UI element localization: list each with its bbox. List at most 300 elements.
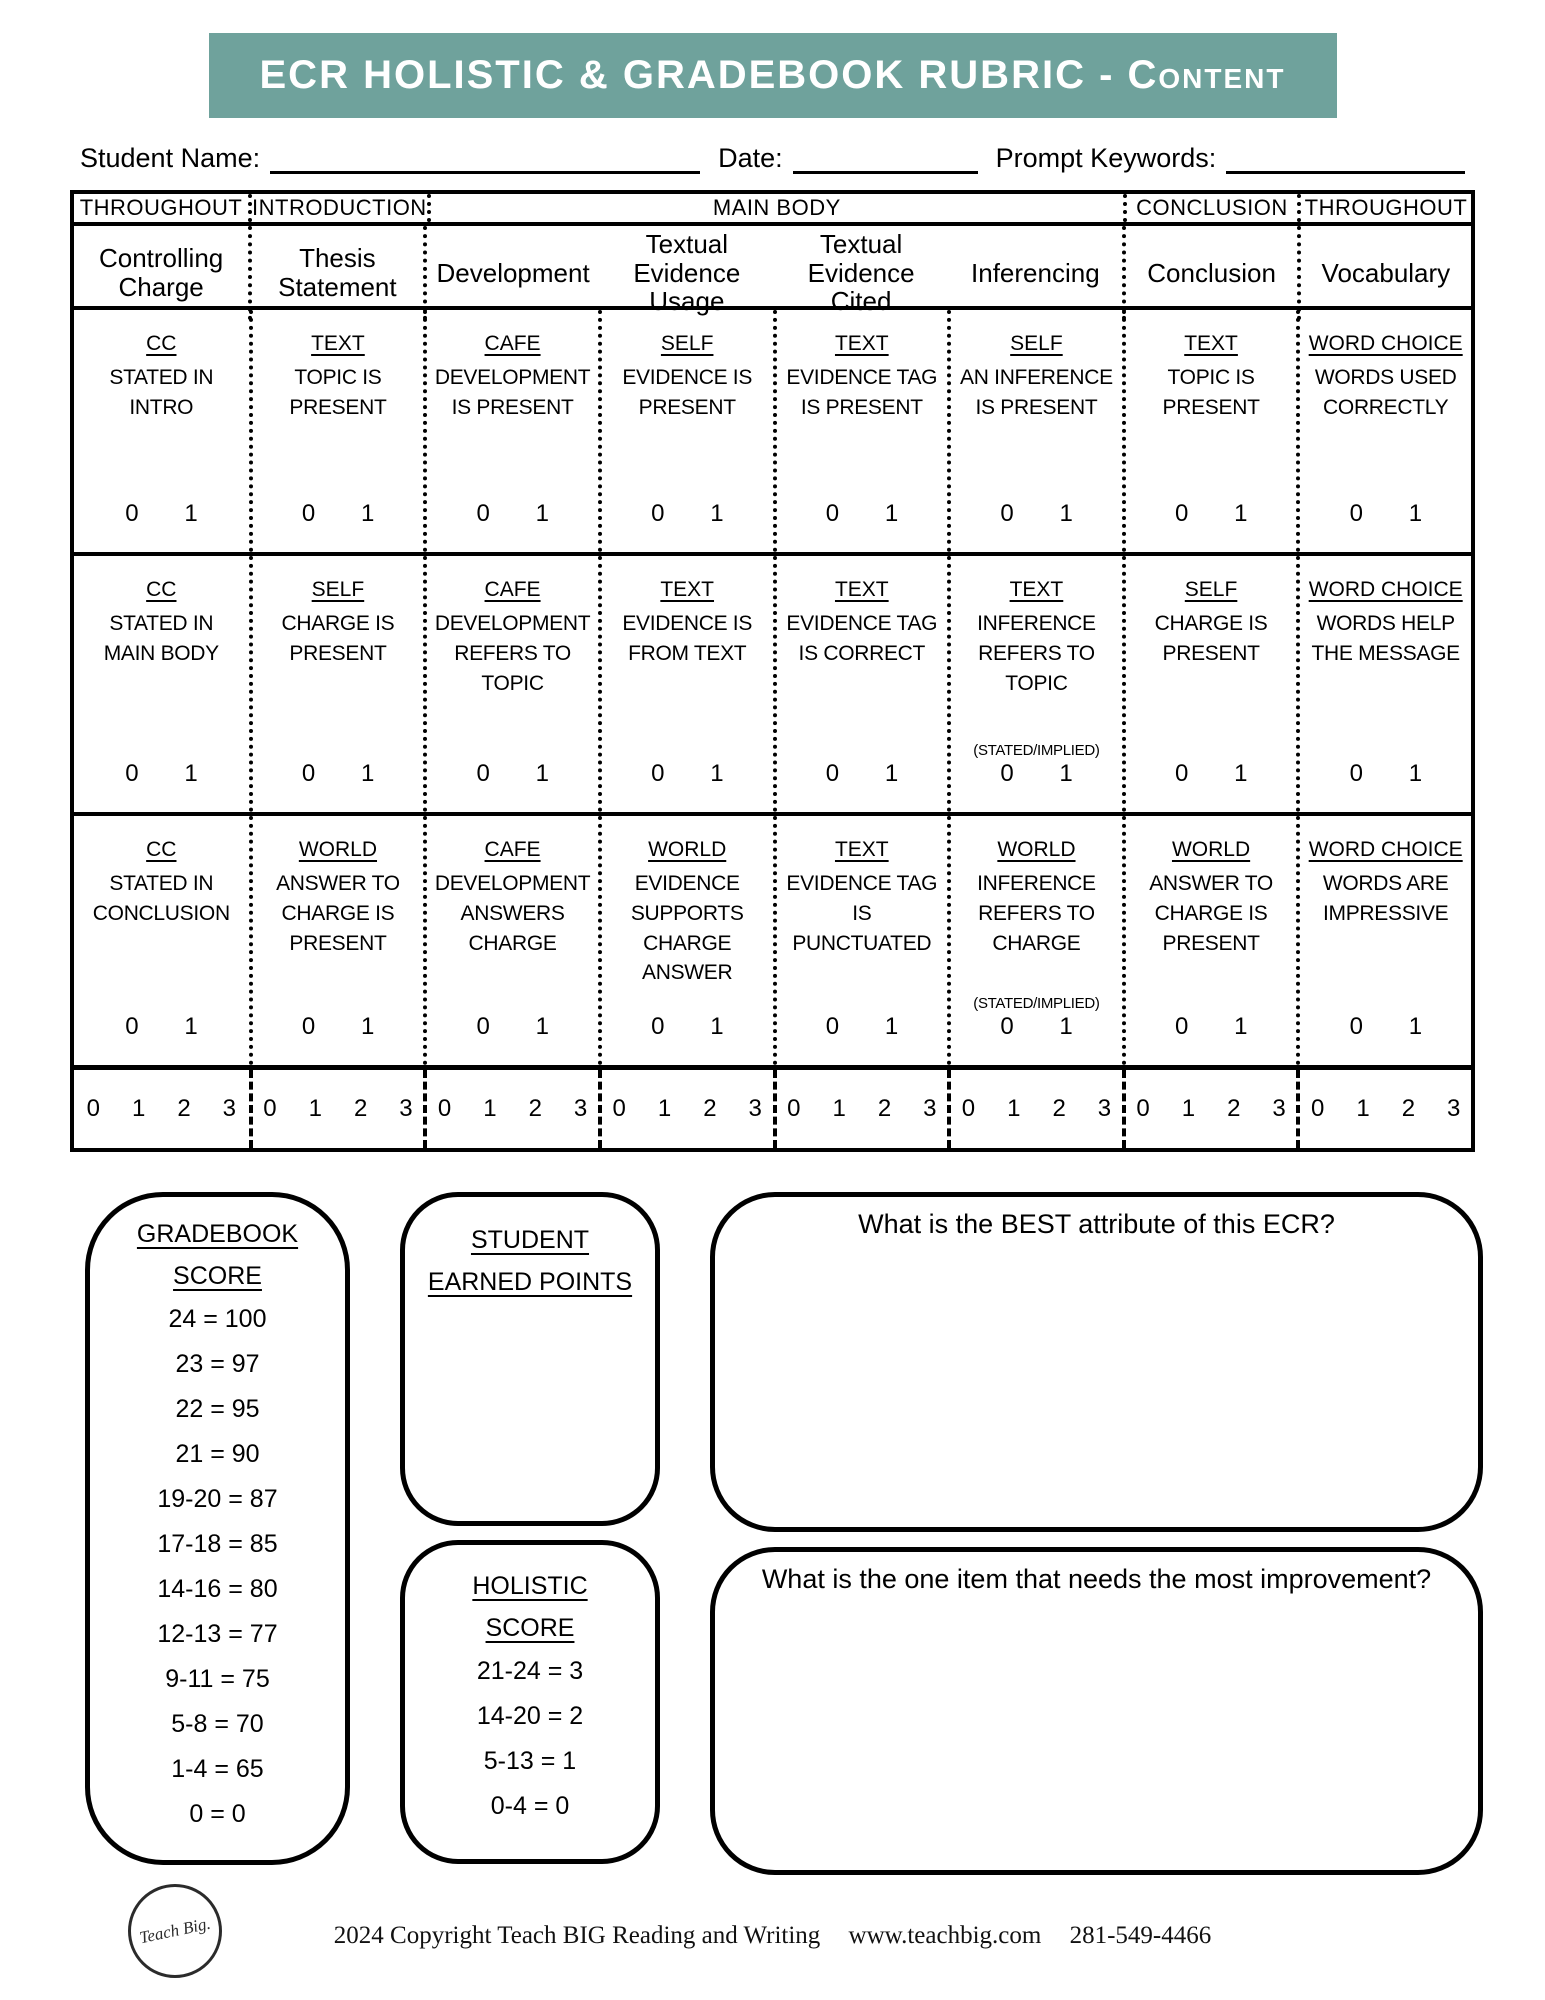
rubric-cell-tag: SELF (660, 332, 714, 355)
gradebook-mapping: 5-8 = 70 (171, 1710, 264, 1738)
rubric-cell-tag: TEXT (1009, 578, 1064, 601)
rubric-cell-text: PRESENT (289, 641, 387, 665)
rubric-cell (74, 310, 249, 552)
gradebook-score-title: SCORE (173, 1262, 262, 1290)
column-score-option[interactable]: 3 (748, 1095, 762, 1122)
column-score-option[interactable]: 0 (437, 1095, 452, 1122)
rubric-cell-note: (STATED/IMPLIED) (973, 995, 1100, 1012)
rubric-cell-text: REFERS TO (978, 901, 1095, 925)
rubric-cell-text: EVIDENCE IS (622, 612, 753, 635)
item-score-options (1000, 760, 1072, 788)
rubric-cell-tag: TEXT (834, 578, 889, 601)
column-score-option[interactable]: 3 (399, 1095, 413, 1122)
rubric-cell-scoring (651, 760, 723, 812)
rubric-criteria-row (74, 816, 1471, 1070)
rubric-cell-text: CONCLUSION (92, 901, 230, 925)
item-score-option[interactable]: 1 (884, 760, 898, 787)
item-score-options (651, 500, 723, 528)
rubric-cell-text: CHARGE IS (1154, 901, 1268, 925)
item-score-option[interactable]: 0 (476, 760, 490, 787)
rubric-cell (1122, 556, 1297, 812)
rubric-cell (773, 816, 948, 1065)
item-score-options (651, 1013, 723, 1041)
rubric-cell-scoring (125, 500, 197, 552)
rubric-cell-text: ANSWERS (460, 901, 565, 925)
rubric-cell-tag: WORLD (648, 838, 727, 861)
rubric-cell-text: ANSWER TO (276, 872, 400, 895)
rubric-cell-text: PRESENT (1162, 931, 1260, 955)
rubric-cell-text: IS PRESENT (451, 395, 574, 419)
rubric-cell (1296, 816, 1471, 1065)
rubric-cell-tag: CAFE (484, 332, 541, 355)
rubric-cell-text: MAIN BODY (103, 641, 219, 665)
item-score-option[interactable]: 1 (360, 760, 374, 787)
item-score-option[interactable]: 1 (1408, 1013, 1422, 1040)
rubric-cell-text: ANSWER (642, 961, 733, 985)
rubric-cell-scoring (125, 760, 197, 812)
rubric-column-header: Controlling Charge (98, 243, 224, 302)
page-title: ECR HOLISTIC & GRADEBOOK RUBRIC - Content (209, 33, 1337, 118)
item-score-option[interactable]: 0 (476, 500, 490, 527)
rubric-cell (598, 310, 773, 552)
rubric-cell-scoring (1350, 1013, 1422, 1065)
rubric-cell (74, 556, 249, 812)
rubric-cell-tag: WORLD (997, 838, 1076, 861)
item-score-options (1175, 1013, 1247, 1041)
item-score-option[interactable]: 0 (651, 760, 665, 787)
gradebook-mapping: 21 = 90 (175, 1440, 260, 1468)
rubric-cell-text: PRESENT (1162, 395, 1260, 419)
rubric-cell (598, 556, 773, 812)
column-score-option[interactable]: 0 (961, 1095, 976, 1122)
item-score-options (1000, 1013, 1072, 1041)
rubric-cell (1122, 816, 1297, 1065)
prompt-keywords-label: Prompt Keywords: (995, 143, 1217, 173)
item-score-options (125, 760, 197, 788)
column-score-option[interactable]: 2 (1052, 1095, 1066, 1122)
date-label: Date: (718, 143, 783, 173)
item-score-option[interactable]: 1 (710, 760, 724, 787)
improvement-question: What is the one item that needs the most improvement? (761, 1564, 1432, 1594)
item-score-option[interactable]: 0 (1349, 760, 1363, 787)
rubric-cell-text: PRESENT (289, 931, 387, 955)
rubric-cell-text: STATED IN (109, 872, 214, 895)
rubric-cell-text: DEVELOPMENT (434, 366, 591, 389)
item-score-option[interactable]: 1 (184, 1013, 198, 1040)
item-score-options (826, 760, 898, 788)
rubric-cell-scoring (651, 1013, 723, 1065)
rubric-cell (249, 816, 424, 1065)
rubric-cell (947, 310, 1122, 552)
column-score-options (1122, 1070, 1297, 1148)
rubric-cell-scoring (302, 760, 374, 812)
column-score-option[interactable]: 3 (923, 1095, 937, 1122)
best-attribute-response-field[interactable] (715, 1240, 1478, 1527)
item-score-option[interactable]: 1 (360, 500, 374, 527)
rubric-cell-text: CORRECTLY (1323, 395, 1449, 419)
rubric-cell (74, 816, 249, 1065)
rubric-cell-text: CHARGE (992, 931, 1081, 955)
column-score-option[interactable]: 2 (877, 1095, 892, 1122)
column-score-option[interactable]: 1 (1356, 1095, 1370, 1122)
item-score-options (1350, 500, 1422, 528)
column-score-options (249, 1070, 424, 1148)
rubric-cell-text: EVIDENCE (634, 872, 740, 895)
item-score-option[interactable]: 0 (1349, 500, 1363, 527)
rubric-section-header: THROUGHOUT (79, 195, 243, 220)
rubric-cell-tag: TEXT (834, 332, 889, 355)
column-score-options (74, 1070, 249, 1148)
holistic-mapping: 21-24 = 3 (476, 1657, 584, 1685)
rubric-section-header: INTRODUCTION (248, 194, 427, 222)
rubric-cell-scoring (477, 760, 549, 812)
column-score-option[interactable]: 0 (612, 1095, 626, 1122)
column-score-options (773, 1070, 948, 1148)
column-score-options (423, 1070, 598, 1148)
rubric-cell-tag: TEXT (311, 332, 365, 355)
column-score-option[interactable]: 1 (657, 1095, 672, 1122)
rubric-cell-text: WORDS USED (1314, 366, 1457, 389)
item-score-options (1000, 500, 1072, 528)
item-score-option[interactable]: 0 (825, 500, 839, 527)
item-score-option[interactable]: 0 (1175, 1013, 1189, 1040)
holistic-score-title: SCORE (485, 1614, 575, 1642)
item-score-option[interactable]: 1 (1059, 500, 1073, 527)
column-score-option[interactable]: 1 (483, 1095, 497, 1122)
column-score-option[interactable]: 0 (263, 1095, 277, 1122)
item-score-options (1350, 760, 1422, 788)
rubric-cell-text: FROM TEXT (628, 641, 747, 665)
item-score-option[interactable]: 1 (884, 1013, 898, 1040)
rubric-cell-scoring (302, 500, 374, 552)
rubric-cell-text: TOPIC IS (294, 366, 382, 389)
column-score-option[interactable]: 3 (573, 1095, 588, 1122)
item-score-options (1175, 760, 1247, 788)
website-text: www.teachbig.com (848, 1922, 1042, 1949)
rubric-cell-scoring (1175, 500, 1247, 552)
rubric-cell (423, 556, 598, 812)
item-score-option[interactable]: 1 (710, 500, 724, 527)
rubric-cell-text: STATED IN (109, 612, 214, 635)
item-score-option[interactable]: 1 (1234, 1013, 1248, 1040)
column-score-option[interactable]: 2 (528, 1095, 542, 1122)
page-footer (0, 1884, 1545, 1984)
student-info-line (80, 130, 1465, 174)
rubric-cell-text: DEVELOPMENT (434, 872, 591, 895)
rubric-section-header: MAIN BODY (427, 194, 1123, 222)
rubric-cell-text: TOPIC (481, 671, 544, 695)
column-score-option[interactable]: 3 (1447, 1095, 1461, 1122)
rubric-column-header-row (74, 226, 1471, 317)
item-score-options (477, 1013, 549, 1041)
rubric-cell (947, 816, 1122, 1065)
item-score-options (826, 1013, 898, 1041)
column-score-option[interactable]: 2 (703, 1095, 717, 1122)
column-score-options (1296, 1070, 1471, 1148)
item-score-option[interactable]: 0 (125, 760, 139, 787)
rubric-criteria-row (74, 310, 1471, 556)
rubric-cell-tag: WORD CHOICE (1308, 578, 1463, 601)
rubric-cell-text: STATED IN (109, 366, 214, 389)
holistic-mapping: 14-20 = 2 (476, 1702, 584, 1730)
rubric-cell-scoring (826, 760, 898, 812)
rubric-cell-tag: TEXT (1184, 332, 1238, 355)
item-score-options (651, 760, 723, 788)
rubric-cell-text: TOPIC (1005, 671, 1068, 695)
rubric-cell (249, 310, 424, 552)
column-score-option[interactable]: 1 (131, 1095, 146, 1122)
summary-section (85, 1192, 1483, 1875)
item-score-options (1175, 500, 1247, 528)
student-earned-points-title: STUDENT (470, 1226, 590, 1254)
item-score-options (125, 1013, 197, 1041)
column-score-option[interactable]: 1 (832, 1095, 846, 1122)
rubric-cell-text: CHARGE IS (281, 612, 395, 635)
rubric-cell-scoring (973, 995, 1099, 1065)
column-score-option[interactable]: 2 (353, 1095, 368, 1122)
gradebook-mapping: 19-20 = 87 (157, 1485, 278, 1513)
item-score-options (477, 760, 549, 788)
item-score-option[interactable]: 0 (651, 500, 665, 527)
item-score-option[interactable]: 0 (301, 760, 315, 787)
rubric-cell-tag: CC (146, 332, 177, 355)
rubric-cell-text: PRESENT (638, 395, 736, 419)
item-score-option[interactable]: 0 (1175, 500, 1189, 527)
column-score-option[interactable]: 3 (222, 1095, 237, 1122)
rubric-cell-text: IS PRESENT (975, 395, 1098, 419)
gradebook-mapping: 23 = 97 (175, 1350, 260, 1378)
rubric-column-header: Textual Evidence Cited (807, 229, 915, 317)
rubric-cell-scoring (973, 742, 1099, 812)
item-score-options (1350, 1013, 1422, 1041)
best-attribute-box (710, 1192, 1483, 1532)
rubric-cell-tag: TEXT (660, 578, 715, 601)
rubric-section-header: THROUGHOUT (1297, 194, 1471, 222)
item-score-options (477, 500, 549, 528)
item-score-option[interactable]: 1 (1408, 500, 1422, 527)
copyright-line (0, 1922, 1545, 1950)
rubric-cell-tag: SELF (1184, 578, 1238, 601)
gradebook-mapping: 24 = 100 (168, 1305, 267, 1333)
rubric-cell-scoring (302, 1013, 374, 1065)
rubric-cell-text: IS CORRECT (798, 641, 926, 665)
rubric-cell (773, 556, 948, 812)
column-score-option[interactable]: 2 (1227, 1095, 1241, 1122)
item-score-option[interactable]: 1 (1234, 760, 1248, 787)
rubric-column-header: Development (423, 226, 600, 320)
rubric-cell-scoring (826, 500, 898, 552)
logo-text: Teach Big. (137, 1913, 213, 1948)
item-score-option[interactable]: 0 (1175, 760, 1189, 787)
rubric-cell-text: AN INFERENCE (960, 366, 1113, 389)
rubric-cell-scoring (1175, 1013, 1247, 1065)
rubric-cell (423, 816, 598, 1065)
rubric-cell-text: INFERENCE (977, 872, 1096, 895)
student-earned-points-title: EARNED POINTS (427, 1268, 633, 1296)
prompt-keywords-field[interactable] (1226, 140, 1465, 174)
rubric-cell-tag: TEXT (834, 838, 889, 861)
rubric-cell-tag: CAFE (484, 838, 541, 861)
rubric-cell-text: INFERENCE (977, 612, 1096, 635)
rubric-cell-text: IS PRESENT (800, 395, 923, 419)
rubric-column-header: Conclusion (1122, 226, 1296, 320)
rubric-cell-scoring (1175, 760, 1247, 812)
gradebook-mapping-list (90, 1297, 345, 1837)
column-score-option[interactable]: 1 (1007, 1095, 1021, 1122)
phone-text: 281-549-4466 (1069, 1922, 1212, 1949)
rubric-cell-text: PUNCTUATED (792, 931, 932, 955)
rubric-cell-tag: SELF (1010, 332, 1063, 355)
column-score-options (947, 1070, 1122, 1148)
student-earned-points-field[interactable] (405, 1303, 655, 1493)
rubric-cell-text: EVIDENCE IS (622, 366, 753, 389)
item-score-option[interactable]: 1 (1059, 1013, 1073, 1040)
rubric-cell-text: ANSWER TO (1149, 872, 1273, 895)
rubric-cell-text: EVIDENCE TAG (786, 366, 938, 389)
gradebook-mapping: 0 = 0 (189, 1800, 246, 1828)
item-score-option[interactable]: 0 (651, 1013, 665, 1040)
item-score-option[interactable]: 1 (710, 1013, 724, 1040)
item-score-option[interactable]: 1 (884, 500, 898, 527)
item-score-options (302, 760, 374, 788)
item-score-options (125, 500, 197, 528)
item-score-option[interactable]: 0 (476, 1013, 490, 1040)
holistic-mapping: 5-13 = 1 (483, 1747, 577, 1775)
column-score-options (598, 1070, 773, 1148)
item-score-option[interactable]: 0 (125, 1013, 139, 1040)
gradebook-mapping: 22 = 95 (175, 1395, 260, 1423)
item-score-option[interactable]: 1 (1408, 760, 1422, 787)
item-score-option[interactable]: 1 (1059, 760, 1073, 787)
item-score-option[interactable]: 0 (301, 500, 315, 527)
student-name-field[interactable] (270, 140, 700, 174)
rubric-cell-text: CHARGE IS (1154, 612, 1268, 635)
rubric-cell-scoring (477, 500, 549, 552)
rubric-cell (1296, 556, 1471, 812)
holistic-score-box (400, 1540, 660, 1864)
item-score-option[interactable]: 1 (360, 1013, 374, 1040)
rubric-cell-tag: SELF (311, 578, 365, 601)
column-score-option[interactable]: 1 (1181, 1095, 1196, 1122)
rubric-cell-text: CHARGE (468, 931, 557, 955)
item-score-option[interactable]: 1 (1234, 500, 1248, 527)
item-score-options (302, 1013, 374, 1041)
item-score-option[interactable]: 0 (1000, 1013, 1014, 1040)
rubric-cell-text: PRESENT (1162, 641, 1260, 665)
rubric-column-header: Inferencing (971, 257, 1100, 288)
rubric-cell (947, 556, 1122, 812)
rubric-cell-scoring (1000, 500, 1072, 552)
rubric-cell-text: WORDS ARE (1322, 872, 1449, 895)
rubric-cell-scoring (651, 500, 723, 552)
item-score-options (826, 500, 898, 528)
gradebook-mapping: 1-4 = 65 (171, 1755, 264, 1783)
item-score-option[interactable]: 1 (535, 500, 549, 527)
item-score-option[interactable]: 0 (1000, 500, 1014, 527)
rubric-cell (423, 310, 598, 552)
rubric-column-score-row (74, 1070, 1471, 1148)
rubric-section-header: CONCLUSION (1123, 194, 1297, 222)
item-score-option[interactable]: 0 (825, 1013, 839, 1040)
column-score-option[interactable]: 0 (1136, 1095, 1150, 1122)
rubric-cell (1122, 310, 1297, 552)
rubric-cell-text: IS (852, 901, 872, 925)
item-score-option[interactable]: 0 (301, 1013, 315, 1040)
rubric-cell-tag: WORD CHOICE (1308, 332, 1463, 355)
item-score-option[interactable]: 0 (125, 500, 139, 527)
rubric-cell (1296, 310, 1471, 552)
column-score-option[interactable]: 2 (177, 1095, 191, 1122)
rubric-cell-text: SUPPORTS (630, 901, 744, 925)
rubric-section-header-row (74, 194, 1471, 226)
rubric-cell-tag: CC (146, 838, 177, 861)
rubric-criteria-row (74, 556, 1471, 816)
rubric-cell-text: CHARGE (643, 931, 732, 955)
rubric-column-header: Textual Evidence Usage (633, 229, 741, 317)
rubric-cell-text: REFERS TO (978, 641, 1095, 665)
rubric-cell-text: INTRO (129, 395, 194, 419)
rubric-cell-text: REFERS TO (454, 641, 571, 665)
gradebook-mapping: 14-16 = 80 (157, 1575, 278, 1603)
rubric-column-header: Vocabulary (1297, 226, 1471, 320)
item-score-option[interactable]: 1 (535, 760, 549, 787)
improvement-response-field[interactable] (715, 1595, 1478, 1870)
rubric-cell-tag: WORD CHOICE (1308, 838, 1463, 861)
rubric-cell-text: EVIDENCE TAG (786, 612, 938, 635)
improvement-box (710, 1547, 1483, 1875)
item-score-option[interactable]: 0 (1000, 760, 1014, 787)
copyright-text: 2024 Copyright Teach BIG Reading and Writing (333, 1922, 821, 1949)
date-field[interactable] (793, 140, 978, 174)
item-score-option[interactable]: 0 (825, 760, 839, 787)
rubric-cell-tag: WORLD (298, 838, 378, 861)
rubric-table (70, 190, 1475, 1152)
rubric-cell (598, 816, 773, 1065)
column-score-option[interactable]: 1 (308, 1095, 322, 1122)
item-score-option[interactable]: 1 (184, 760, 198, 787)
rubric-cell-text: PRESENT (289, 395, 387, 419)
column-score-option[interactable]: 3 (1272, 1095, 1286, 1122)
gradebook-mapping: 9-11 = 75 (165, 1665, 270, 1693)
column-score-option[interactable]: 0 (86, 1095, 100, 1122)
rubric-cell-note: (STATED/IMPLIED) (973, 742, 1100, 759)
rubric-cell-text: CHARGE IS (281, 901, 395, 925)
item-score-option[interactable]: 1 (535, 1013, 549, 1040)
rubric-cell-scoring (826, 1013, 898, 1065)
rubric-cell-scoring (1350, 500, 1422, 552)
column-score-option[interactable]: 0 (787, 1095, 801, 1122)
rubric-column-header: Thesis Statement (248, 226, 422, 320)
gradebook-score-title: GRADEBOOK (136, 1220, 299, 1248)
rubric-cell-tag: CC (146, 578, 177, 601)
gradebook-score-box (85, 1192, 350, 1865)
rubric-cell-scoring (477, 1013, 549, 1065)
column-score-option[interactable]: 3 (1097, 1095, 1112, 1122)
holistic-mapping-list (405, 1649, 655, 1829)
rubric-cell-text: TOPIC IS (1167, 366, 1255, 389)
column-score-option[interactable]: 0 (1310, 1095, 1325, 1122)
rubric-cell-tag: WORLD (1171, 838, 1251, 861)
column-score-option[interactable]: 2 (1401, 1095, 1416, 1122)
item-score-option[interactable]: 0 (1349, 1013, 1363, 1040)
student-name-label: Student Name: (80, 143, 261, 173)
holistic-score-title: HOLISTIC (472, 1572, 588, 1600)
item-score-option[interactable]: 1 (184, 500, 198, 527)
holistic-mapping: 0-4 = 0 (490, 1792, 570, 1820)
rubric-cell-scoring (125, 1013, 197, 1065)
rubric-cell-text: DEVELOPMENT (434, 612, 591, 635)
rubric-cell (773, 310, 948, 552)
